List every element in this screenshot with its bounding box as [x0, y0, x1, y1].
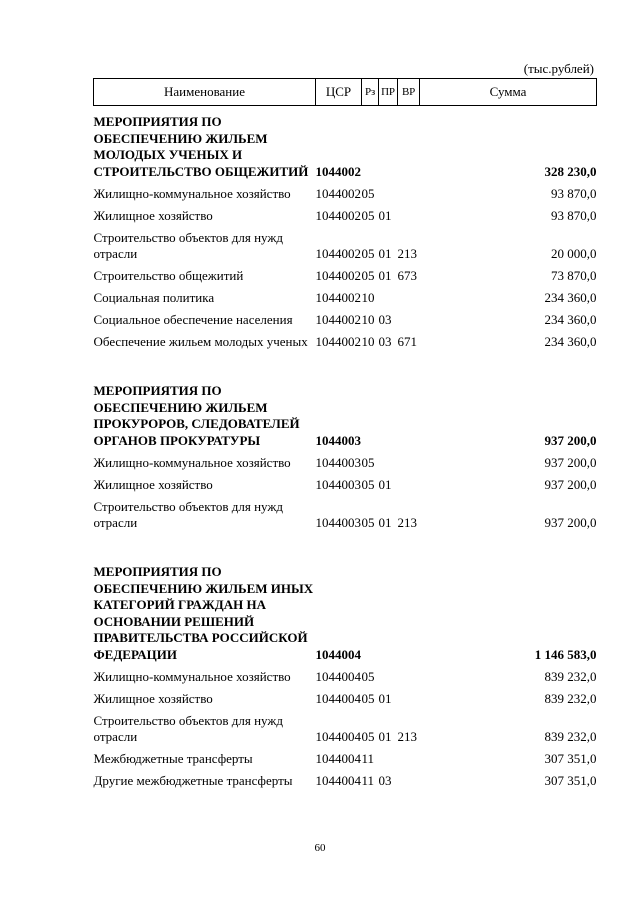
- table-row: [94, 183, 597, 205]
- cell-csr: 1044004: [315, 751, 361, 766]
- section-title: МЕРОПРИЯТИЯ ПО ОБЕСПЕЧЕНИЮ ЖИЛЬЕМ МОЛОДЫХ УЧЕНЫХ И СТРОИТЕЛЬСТВО ОБЩЕЖИТИЙ: [93, 114, 309, 179]
- header-sum: Сумма: [420, 79, 597, 106]
- cell-vr: 213: [397, 246, 417, 261]
- cell-pr: [379, 183, 398, 205]
- budget-table: [93, 78, 597, 792]
- section-vr: [398, 556, 420, 666]
- cell-amount: 937 200,0: [544, 515, 597, 530]
- cell-name: Строительство объектов для нужд отрасли: [93, 499, 283, 530]
- section-pr: [379, 375, 398, 452]
- section-rz: [362, 106, 379, 184]
- cell-csr: 1044003: [315, 477, 361, 492]
- section-amount: 1 146 583,0: [534, 647, 597, 662]
- header-pr: ПР: [379, 79, 398, 106]
- cell-rz: 05: [361, 268, 375, 283]
- cell-vr: [398, 309, 420, 331]
- cell-rz: 05: [361, 669, 375, 684]
- section-amount: 328 230,0: [544, 164, 597, 179]
- cell-csr: 1044004: [315, 729, 361, 744]
- section-pr: [379, 556, 398, 666]
- cell-csr: 1044002: [315, 208, 361, 223]
- cell-rz: 05: [361, 208, 375, 223]
- cell-name: Жилищно-коммунальное хозяйство: [93, 669, 291, 684]
- cell-csr: 1044002: [315, 246, 361, 261]
- cell-name: Жилищно-коммунальное хозяйство: [93, 455, 291, 470]
- cell-vr: 213: [397, 515, 417, 530]
- cell-name: Жилищно-коммунальное хозяйство: [93, 186, 291, 201]
- cell-rz: 05: [361, 246, 375, 261]
- cell-name: Жилищное хозяйство: [93, 691, 213, 706]
- cell-rz: 11: [361, 773, 375, 788]
- cell-vr: [398, 287, 420, 309]
- cell-pr: 01: [378, 246, 392, 261]
- section-rz: [362, 556, 379, 666]
- table-row: [94, 748, 597, 770]
- cell-name: Жилищное хозяйство: [93, 477, 213, 492]
- table-row: [94, 287, 597, 309]
- cell-name: Межбюджетные трансферты: [93, 751, 253, 766]
- cell-pr: 01: [378, 691, 392, 706]
- spacer-cell: [94, 534, 597, 556]
- cell-amount: 73 870,0: [551, 268, 597, 283]
- cell-csr: 1044003: [315, 455, 361, 470]
- cell-vr: [398, 205, 420, 227]
- cell-pr: 01: [378, 729, 392, 744]
- cell-vr: 671: [397, 334, 417, 349]
- cell-amount: 839 232,0: [544, 669, 597, 684]
- cell-amount: 234 360,0: [544, 334, 597, 349]
- section-spacer: [94, 534, 597, 556]
- cell-name: Строительство объектов для нужд отрасли: [93, 713, 283, 744]
- cell-amount: 937 200,0: [544, 455, 597, 470]
- header-csr: ЦСР: [316, 79, 362, 106]
- table-row: [94, 666, 597, 688]
- cell-vr: 213: [397, 729, 417, 744]
- cell-rz: 05: [361, 455, 375, 470]
- cell-name: Обеспечение жильем молодых ученых: [93, 334, 308, 349]
- cell-amount: 93 870,0: [551, 208, 597, 223]
- table-row: [94, 331, 597, 353]
- section-vr: [398, 375, 420, 452]
- table-row: [94, 710, 597, 748]
- cell-amount: 839 232,0: [544, 729, 597, 744]
- cell-vr: [398, 452, 420, 474]
- section-row: [94, 106, 597, 184]
- cell-pr: 03: [378, 773, 392, 788]
- cell-pr: 01: [378, 515, 392, 530]
- cell-vr: [398, 748, 420, 770]
- cell-csr: 1044002: [315, 334, 361, 349]
- cell-vr: [398, 474, 420, 496]
- cell-amount: 234 360,0: [544, 290, 597, 305]
- cell-csr: 1044004: [315, 773, 361, 788]
- cell-pr: 01: [378, 268, 392, 283]
- table-row: [94, 688, 597, 710]
- cell-name: Строительство объектов для нужд отрасли: [93, 230, 283, 261]
- table-row: [94, 474, 597, 496]
- header-name: Наименование: [94, 79, 316, 106]
- cell-rz: 05: [361, 729, 375, 744]
- cell-pr: 01: [378, 208, 392, 223]
- cell-name: Социальная политика: [93, 290, 215, 305]
- table-body: [94, 106, 597, 793]
- cell-amount: 20 000,0: [551, 246, 597, 261]
- table-row: [94, 227, 597, 265]
- cell-name: Строительство общежитий: [93, 268, 244, 283]
- table-row: [94, 496, 597, 534]
- cell-pr: [379, 666, 398, 688]
- header-rz: Рз: [362, 79, 379, 106]
- page-number: 60: [314, 842, 326, 854]
- table-row: [94, 770, 597, 792]
- table-row: [94, 265, 597, 287]
- cell-rz: 10: [361, 334, 375, 349]
- cell-pr: [379, 452, 398, 474]
- cell-pr: 03: [378, 334, 392, 349]
- spacer-cell: [94, 353, 597, 375]
- cell-name: Социальное обеспечение населения: [93, 312, 293, 327]
- cell-vr: [398, 770, 420, 792]
- cell-amount: 307 351,0: [544, 751, 597, 766]
- cell-amount: 937 200,0: [544, 477, 597, 492]
- section-rz: [362, 375, 379, 452]
- cell-csr: 1044003: [315, 515, 361, 530]
- section-title: МЕРОПРИЯТИЯ ПО ОБЕСПЕЧЕНИЮ ЖИЛЬЕМ ПРОКУРОРОВ, СЛЕДОВАТЕЛЕЙ ОРГАНОВ ПРОКУРАТУРЫ: [93, 383, 300, 448]
- section-title: МЕРОПРИЯТИЯ ПО ОБЕСПЕЧЕНИЮ ЖИЛЬЕМ ИНЫХ КАТЕГОРИЙ ГРАЖДАН НА ОСНОВАНИИ РЕШЕНИЙ ПРАВИТЕЛЬСТВА РОССИЙСКОЙ ФЕДЕРАЦИИ: [93, 564, 314, 662]
- cell-rz: 05: [361, 515, 375, 530]
- section-csr: 1044004: [315, 647, 361, 662]
- section-amount: 937 200,0: [544, 433, 597, 448]
- cell-csr: 1044002: [315, 290, 361, 305]
- cell-vr: 673: [397, 268, 417, 283]
- cell-pr: [379, 748, 398, 770]
- section-spacer: [94, 353, 597, 375]
- cell-vr: [398, 688, 420, 710]
- cell-csr: 1044004: [315, 669, 361, 684]
- header-vr: ВР: [398, 79, 420, 106]
- cell-amount: 307 351,0: [544, 773, 597, 788]
- cell-amount: 93 870,0: [551, 186, 597, 201]
- cell-name: Жилищное хозяйство: [93, 208, 213, 223]
- table-header: [94, 79, 597, 106]
- cell-rz: 05: [361, 477, 375, 492]
- table-row: [94, 452, 597, 474]
- cell-rz: 05: [361, 186, 375, 201]
- section-row: [94, 556, 597, 666]
- cell-rz: 11: [361, 751, 375, 766]
- cell-name: Другие межбюджетные трансферты: [93, 773, 293, 788]
- cell-csr: 1044004: [315, 691, 361, 706]
- section-pr: [379, 106, 398, 184]
- cell-pr: [379, 287, 398, 309]
- section-row: [94, 375, 597, 452]
- cell-csr: 1044002: [315, 312, 361, 327]
- cell-rz: 05: [361, 691, 375, 706]
- cell-pr: 03: [378, 312, 392, 327]
- cell-rz: 10: [361, 290, 375, 305]
- section-csr: 1044003: [315, 433, 361, 448]
- table-row: [94, 205, 597, 227]
- cell-vr: [398, 666, 420, 688]
- units-label: (тыс.рублей): [523, 61, 594, 76]
- cell-vr: [398, 183, 420, 205]
- cell-rz: 10: [361, 312, 375, 327]
- cell-amount: 839 232,0: [544, 691, 597, 706]
- cell-pr: 01: [378, 477, 392, 492]
- section-csr: 1044002: [315, 164, 361, 179]
- cell-csr: 1044002: [315, 268, 361, 283]
- table-row: [94, 309, 597, 331]
- section-vr: [398, 106, 420, 184]
- cell-csr: 1044002: [315, 186, 361, 201]
- cell-amount: 234 360,0: [544, 312, 597, 327]
